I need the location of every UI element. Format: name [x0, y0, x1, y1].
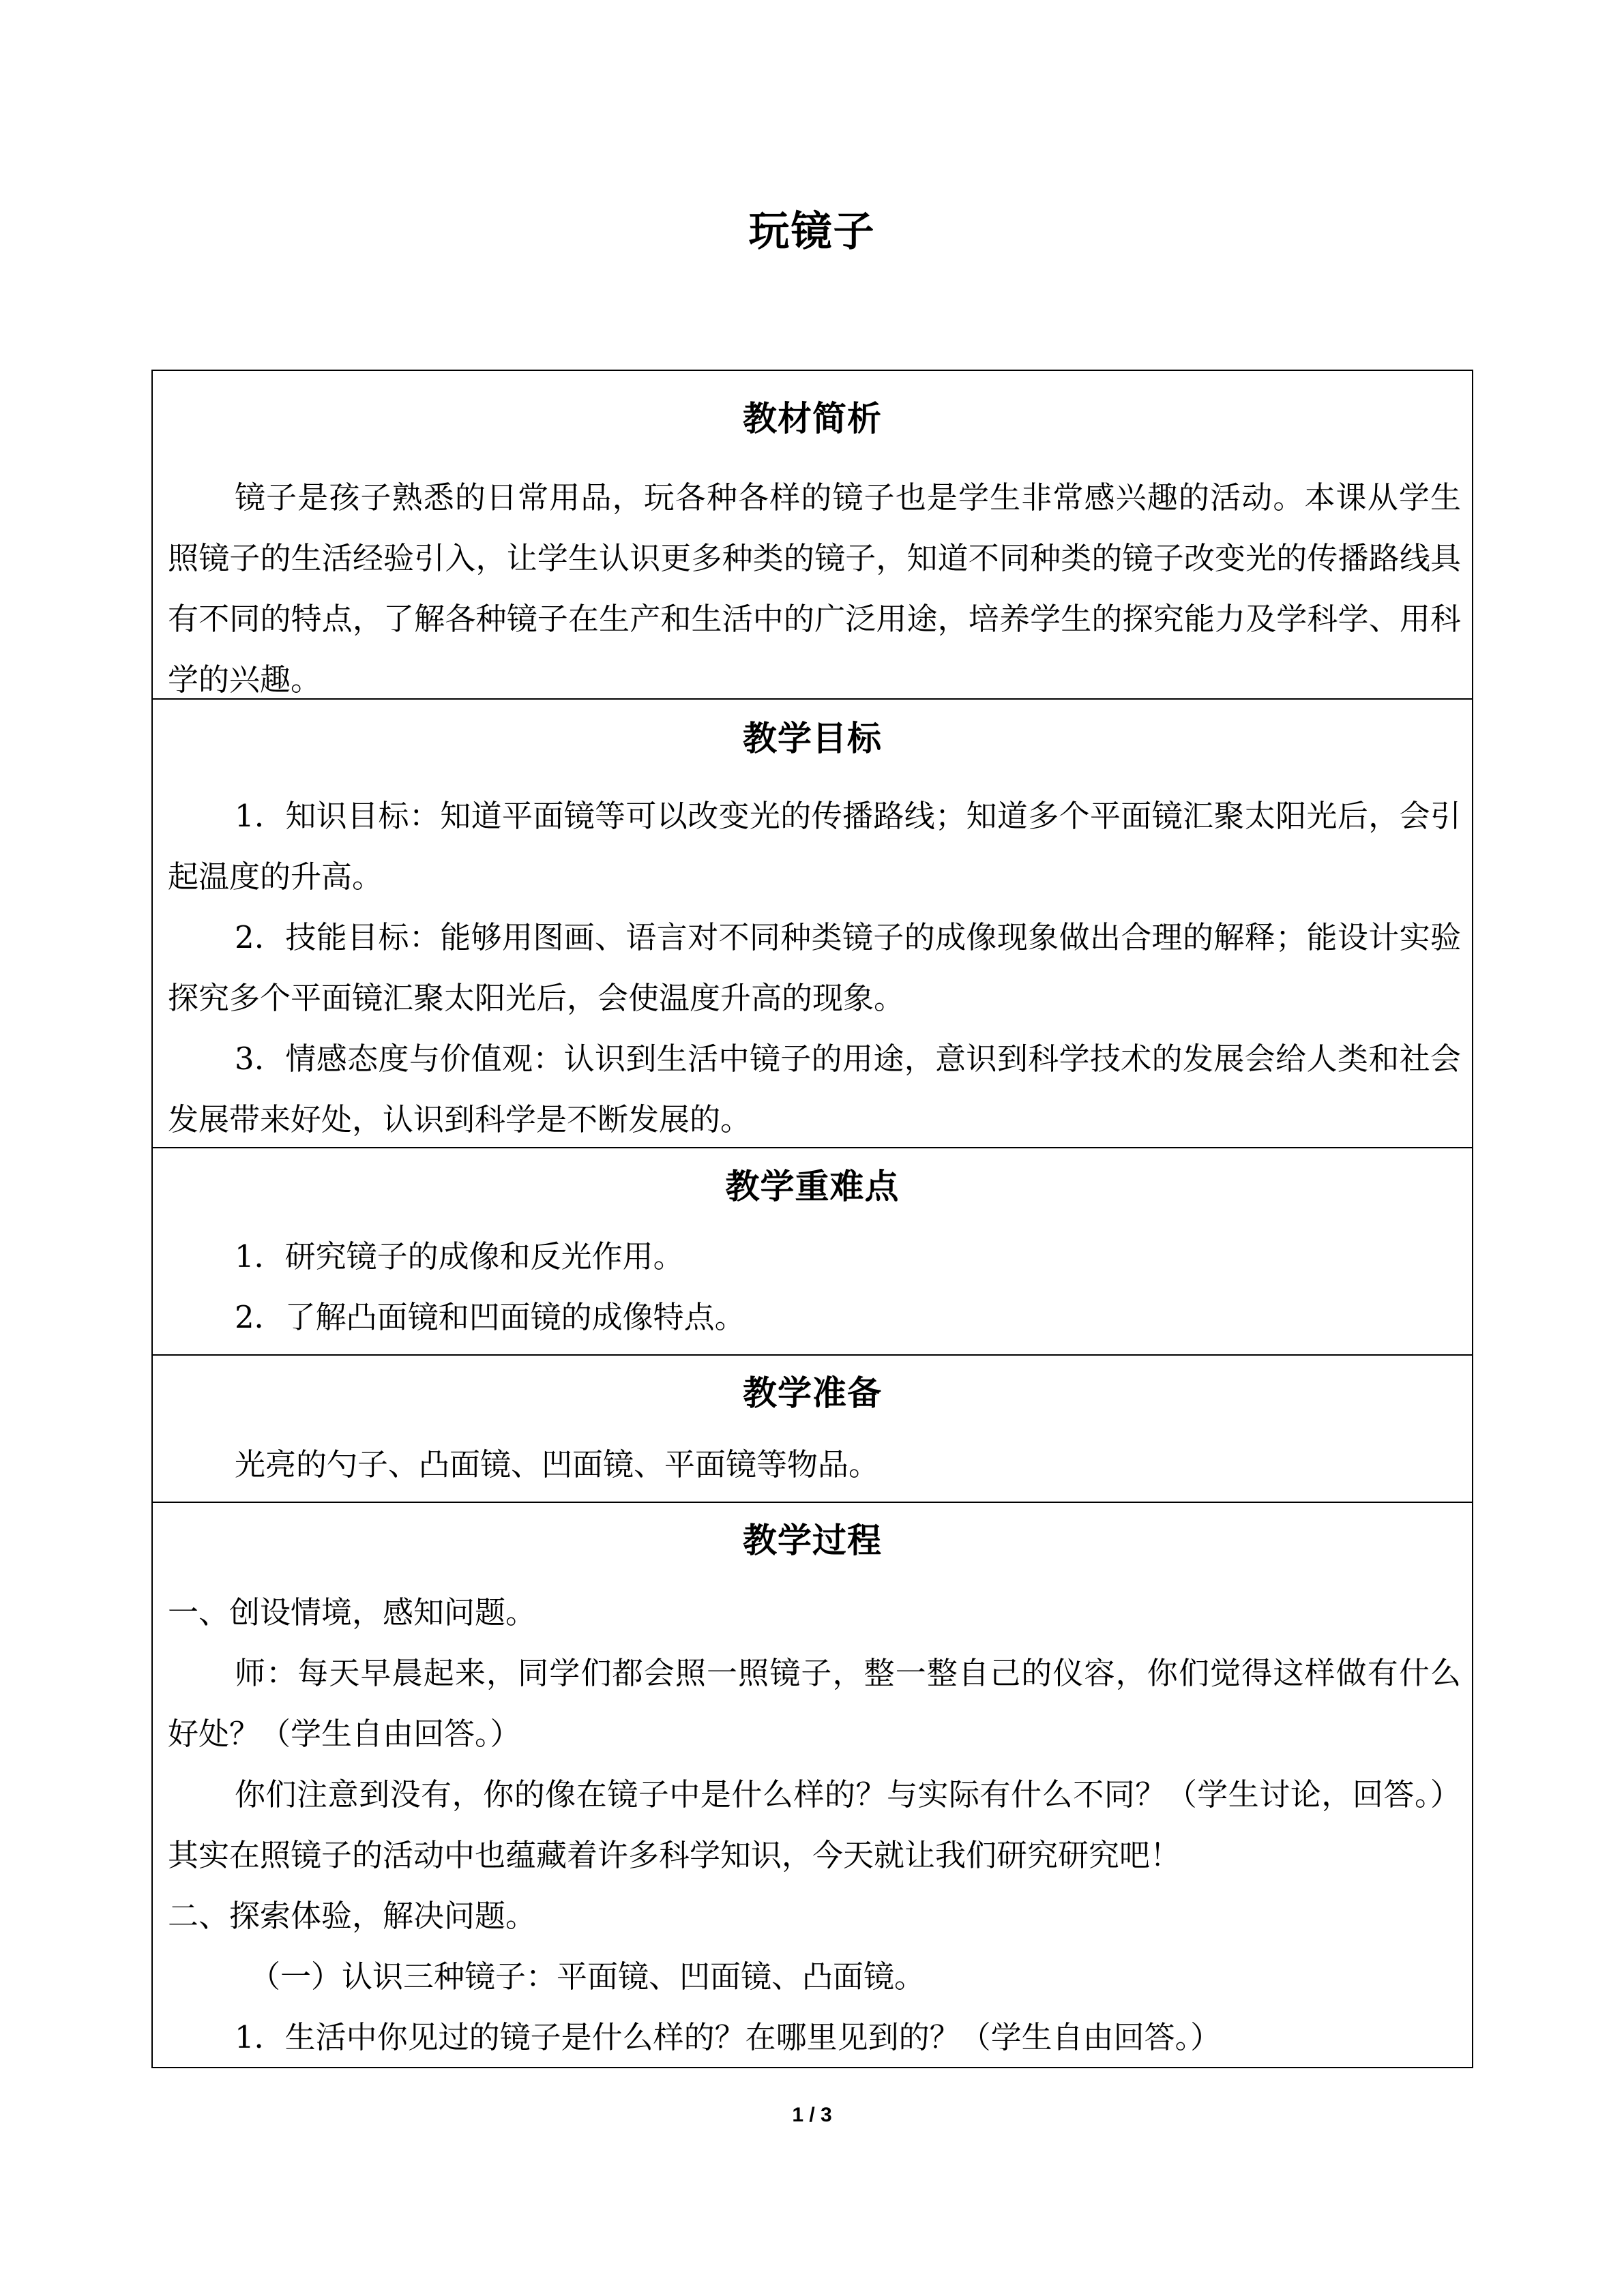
paragraph: 2．了解凸面镜和凹面镜的成像特点。	[235, 1299, 745, 1335]
paragraph: 3．情感态度与价值观：认识到生活中镜子的用途，意识到科学技术的发展会给人类和社会发展带来好处，认识到科学是不断发展的。	[168, 1041, 1461, 1137]
paragraph: 1．知识目标：知道平面镜等可以改变光的传播路线；知道多个平面镜汇聚太阳光后，会引起温度的升高。	[168, 798, 1461, 895]
paragraph: （一）认识三种镜子：平面镜、凹面镜、凸面镜。	[250, 1958, 926, 1995]
paragraph: 镜子是孩子熟悉的日常用品，玩各种各样的镜子也是学生非常感兴趣的活动。本课从学生照镜子的生活经验引入，让学生认识更多种类的镜子，知道不同种类的镜子改变光的传播路线具有不同的特点，了解各种镜子在生产和生活中的广泛用途，培养学生的探究能力及学科学、用科学的兴趣。	[168, 479, 1461, 698]
page-number: 1 / 3	[792, 2104, 832, 2126]
section-teaching-preparation	[153, 1356, 1472, 1503]
paragraph: 一、创设情境，感知问题。	[168, 1594, 537, 1630]
paragraph: 1．研究镜子的成像和反光作用。	[235, 1238, 684, 1274]
section-body	[168, 1434, 1461, 1495]
section-teaching-objectives	[153, 700, 1472, 1148]
paragraph: 2．技能目标：能够用图画、语言对不同种类镜子的成像现象做出合理的解释；能设计实验探究多个平面镜汇聚太阳光后，会使温度升高的现象。	[168, 919, 1461, 1016]
section-heading: 教学准备	[743, 1373, 882, 1413]
paragraph: 光亮的勺子、凸面镜、凹面镜、平面镜等物品。	[235, 1446, 880, 1482]
section-materials-analysis	[153, 371, 1472, 700]
section-heading: 教学过程	[743, 1520, 882, 1560]
paragraph: 你们注意到没有，你的像在镜子中是什么样的？与实际有什么不同？（学生讨论，回答。）其实在照镜子的活动中也蕴藏着许多科学知识，今天就让我们研究研究吧！	[168, 1776, 1461, 1873]
paragraph: 二、探索体验，解决问题。	[168, 1898, 537, 1934]
paragraph: 1．生活中你见过的镜子是什么样的？在哪里见到的？（学生自由回答。）	[235, 2019, 1222, 2055]
section-teaching-process	[153, 1503, 1472, 2068]
lesson-plan-table	[151, 370, 1473, 2068]
section-body	[168, 467, 1461, 710]
section-heading: 教材简析	[743, 398, 882, 438]
section-body	[168, 1226, 1461, 1347]
document-title: 玩镜子	[748, 208, 876, 256]
section-body	[168, 786, 1461, 1150]
section-heading: 教学重难点	[725, 1166, 900, 1206]
section-heading: 教学目标	[743, 718, 882, 758]
section-key-difficulties	[153, 1148, 1472, 1356]
paragraph: 师：每天早晨起来，同学们都会照一照镜子，整一整自己的仪容，你们觉得这样做有什么好处？（学生自由回答。）	[168, 1655, 1461, 1752]
section-body	[168, 1582, 1461, 2068]
